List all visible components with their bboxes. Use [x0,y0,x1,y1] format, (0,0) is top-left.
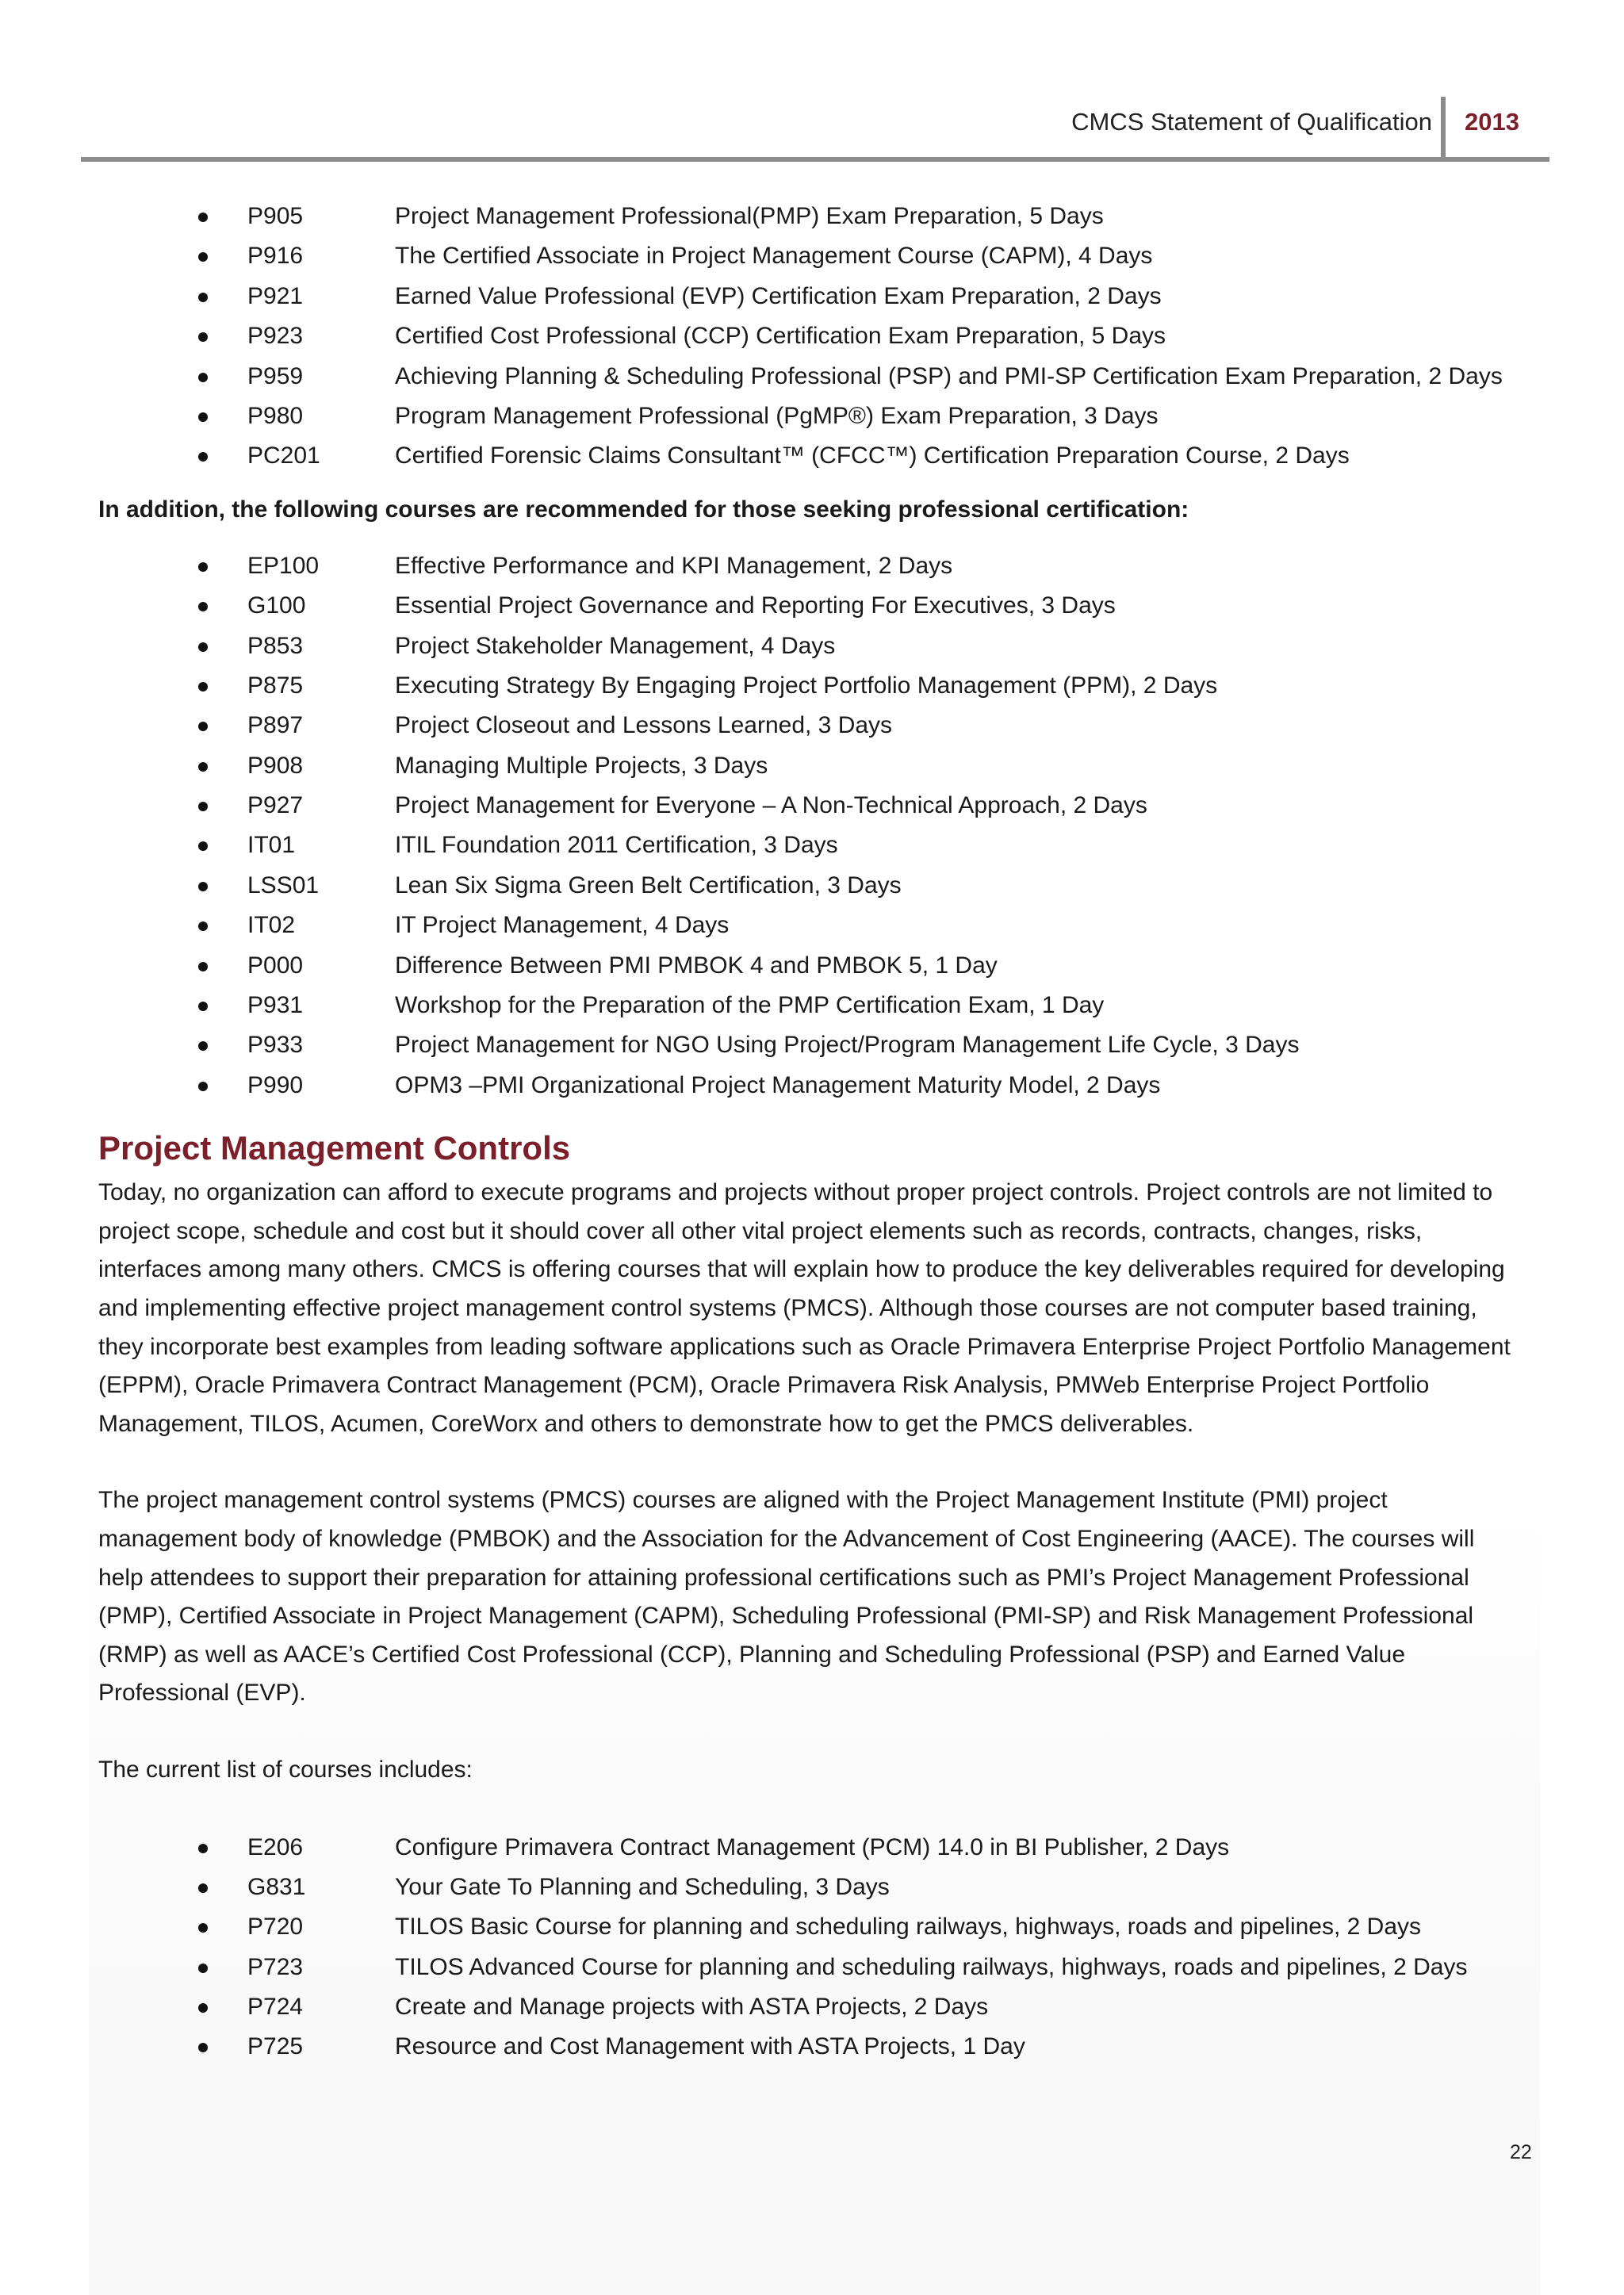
course-title: Project Management for NGO Using Project/Program Management Life Cycle, 3 Days [395,1032,1300,1059]
bullet-icon [198,682,208,692]
bullet-icon [198,412,208,422]
course-code: EP100 [247,552,320,579]
page-number: 22 [1510,2141,1532,2163]
course-title: Earned Value Professional (EVP) Certification Exam Preparation, 2 Days [395,282,1162,309]
bullet-icon [198,2003,208,2013]
course-code: P853 [247,632,304,659]
bullet-icon [198,2043,208,2052]
course-code: P980 [247,402,304,429]
course-code: P875 [247,672,304,699]
course-code: IT01 [247,832,296,859]
course-list-item [98,1828,1542,1868]
course-code: P959 [247,362,304,389]
recommended-intro: In addition, the following courses are recommended for those seeking professional certification: [98,496,1189,523]
course-title: Create and Manage projects with ASTA Projects, 2 Days [395,1994,989,2021]
course-list-item [98,1987,1542,2027]
course-code: P916 [247,243,304,270]
bullet-icon [198,252,208,262]
course-list-item [98,1948,1542,1987]
course-title: Lean Six Sigma Green Belt Certification, 3 Days [395,872,902,898]
course-code: G100 [247,592,306,619]
header-title: CMCS Statement of Qualification [1071,108,1432,136]
course-title: Effective Performance and KPI Management, 2 Days [395,552,953,579]
bullet-icon [198,293,208,302]
bullet-icon [198,332,208,342]
course-list-item [98,586,1542,626]
section-heading: Project Management Controls [98,1129,571,1167]
course-list-item [98,786,1542,826]
course-list-item [98,316,1542,356]
course-title: Project Stakeholder Management, 4 Days [395,632,836,659]
course-list-item [98,906,1542,945]
bullet-icon [198,921,208,931]
course-code: P000 [247,952,304,979]
course-title: Program Management Professional (PgMP®) Exam Preparation, 3 Days [395,402,1159,429]
bullet-icon [198,1041,208,1051]
bullet-icon [198,1082,208,1091]
course-code: E206 [247,1833,304,1860]
bullet-icon [198,762,208,772]
course-code: P723 [247,1953,304,1980]
course-list-item [98,397,1542,436]
bullet-icon [198,602,208,611]
course-code: LSS01 [247,872,320,898]
page-content [98,197,1542,2067]
course-code: P720 [247,1914,304,1941]
course-list-item [98,546,1542,586]
course-list-item [98,197,1542,236]
course-title: Essential Project Governance and Reporting For Executives, 3 Days [395,592,1116,619]
bullet-icon [198,802,208,811]
course-title: Project Closeout and Lessons Learned, 3 Days [395,712,893,739]
course-title: Resource and Cost Management with ASTA Projects, 1 Day [395,2033,1025,2060]
course-title: IT Project Management, 4 Days [395,912,730,939]
course-title: OPM3 –PMI Organizational Project Management Maturity Model, 2 Days [395,1071,1161,1098]
course-code: IT02 [247,912,296,939]
course-list-item [98,626,1542,666]
course-code: P923 [247,323,304,350]
controls-paragraph-2: The project management control systems (PMCS) courses are aligned with the Project Management Institute (PMI) project management body of knowledge (PMBOK) and the Association for the Advancement of Cost Engineering (AACE). The courses will help attendees to support their preparation for attaining professional certifications such as PMI’s Project Management Professional (PMP), Certified Associate in Project Management (CAPM), Scheduling Professional (PMI-SP) and Risk Management Professional (RMP) as well as AACE’s Certified Cost Professional (CCP), Planning and Scheduling Professional (PSP) and Earned Value Professional (EVP). [98,1487,1475,1707]
bullet-icon [198,1844,208,1853]
course-title: Configure Primavera Contract Management (PCM) 14.0 in BI Publisher, 2 Days [395,1833,1230,1860]
bullet-icon [198,452,208,462]
course-title: Certified Cost Professional (CCP) Certification Exam Preparation, 5 Days [395,323,1166,350]
controls-course-list [98,1828,1542,2067]
bullet-icon [198,562,208,572]
course-list-item [98,986,1542,1025]
recommended-course-list [98,546,1542,1105]
header-year: 2013 [1465,108,1519,136]
course-code: PC201 [247,443,320,469]
page-header [81,94,1549,162]
course-title: Difference Between PMI PMBOK 4 and PMBOK 5, 1 Day [395,952,998,979]
course-list-item [98,866,1542,906]
course-code: P908 [247,752,304,779]
controls-list-intro: The current list of courses includes: [98,1756,473,1783]
course-code: P990 [247,1071,304,1098]
controls-paragraph-1: Today, no organization can afford to execute programs and projects without proper project controls. Project controls are not limited to project scope, schedule and cost but it should cover all other vital project elements such as records, contracts, changes, risks, interfaces among many others. CMCS is offering courses that will explain how to produce the key deliverables required for developing and implementing effective project management control systems (PMCS). Although those courses are not computer based training, they incorporate best examples from leading software applications such as Oracle Primavera Enterprise Project Portfolio Management (EPPM), Oracle Primavera Contract Management (PCM), Oracle Primavera Risk Analysis, PMWeb Enterprise Project Portfolio Management, TILOS, Acumen, CoreWorx and others to demonstrate how to get the PMCS deliverables. [98,1179,1511,1437]
course-list-item [98,277,1542,316]
header-rule [81,157,1549,162]
course-code: P933 [247,1032,304,1059]
bullet-icon [198,722,208,731]
bullet-icon [198,213,208,222]
bullet-icon [198,1923,208,1933]
header-divider [1441,97,1446,162]
course-code: P724 [247,1994,304,2021]
course-list-item [98,1066,1542,1105]
bullet-icon [198,841,208,851]
course-code: P725 [247,2033,304,2060]
course-title: TILOS Basic Course for planning and scheduling railways, highways, roads and pipelines, 2 Days [395,1914,1422,1941]
course-title: Project Management Professional(PMP) Exam Preparation, 5 Days [395,203,1104,229]
course-list-item [98,746,1542,786]
course-list-item [98,1025,1542,1065]
course-code: P927 [247,792,304,819]
course-title: Your Gate To Planning and Scheduling, 3 Days [395,1873,890,1900]
bullet-icon [198,1964,208,1973]
course-title: Managing Multiple Projects, 3 Days [395,752,768,779]
course-code: P921 [247,282,304,309]
course-title: TILOS Advanced Course for planning and scheduling railways, highways, roads and pipelines, 2 Days [395,1953,1468,1980]
course-list-item [98,1868,1542,1907]
course-code: P931 [247,992,304,1019]
course-title: Certified Forensic Claims Consultant™ (CFCC™) Certification Preparation Course, 2 Days [395,443,1350,469]
course-list-item [98,666,1542,706]
course-title: Project Management for Everyone – A Non-Technical Approach, 2 Days [395,792,1147,819]
course-list-item [98,436,1542,476]
course-code: P905 [247,203,304,229]
bullet-icon [198,962,208,971]
course-code: P897 [247,712,304,739]
certification-course-list [98,197,1542,477]
course-title: Workshop for the Preparation of the PMP Certification Exam, 1 Day [395,992,1105,1019]
course-title: Executing Strategy By Engaging Project Portfolio Management (PPM), 2 Days [395,672,1218,699]
course-title: ITIL Foundation 2011 Certification, 3 Days [395,832,838,859]
bullet-icon [198,373,208,382]
course-list-item [98,357,1542,397]
course-title: The Certified Associate in Project Management Course (CAPM), 4 Days [395,243,1153,270]
course-code: G831 [247,1873,306,1900]
bullet-icon [198,1883,208,1893]
course-list-item [98,706,1542,745]
course-list-item [98,236,1542,276]
course-list-item [98,2027,1542,2067]
course-list-item [98,826,1542,865]
course-title: Achieving Planning & Scheduling Professional (PSP) and PMI-SP Certification Exam Preparation, 2 Days [395,362,1503,389]
course-list-item [98,946,1542,986]
bullet-icon [198,1002,208,1011]
bullet-icon [198,882,208,891]
bullet-icon [198,642,208,652]
course-list-item [98,1907,1542,1947]
